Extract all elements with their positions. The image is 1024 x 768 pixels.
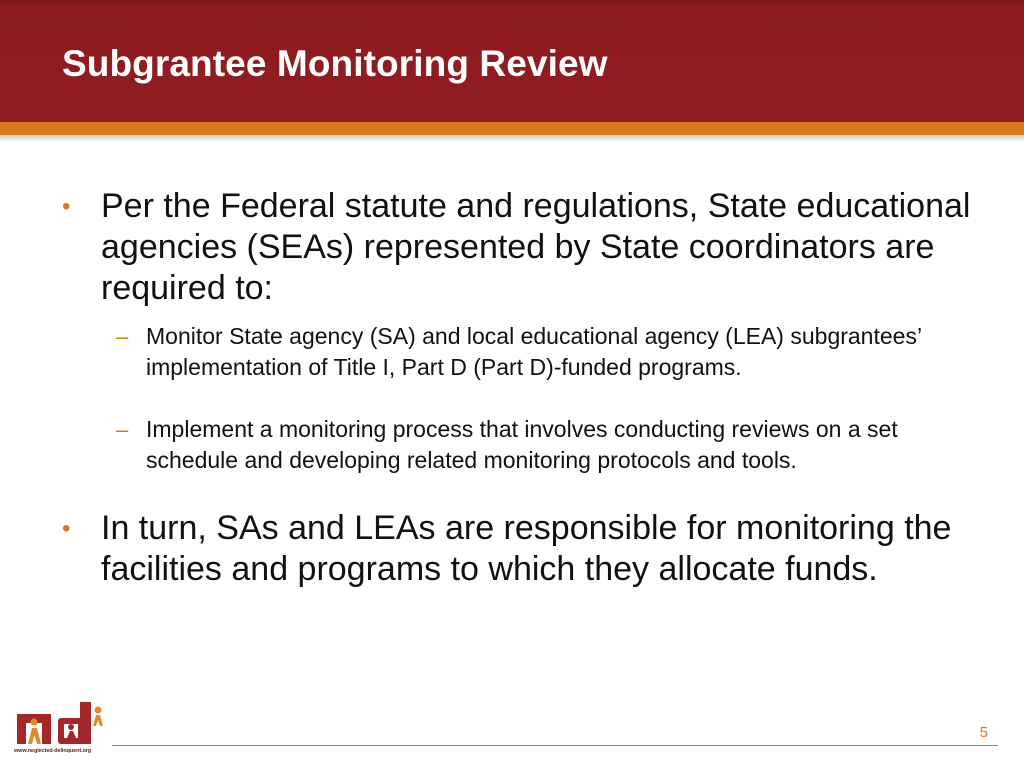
accent-band bbox=[0, 122, 1024, 135]
footer-divider bbox=[112, 745, 998, 746]
slide-title: Subgrantee Monitoring Review bbox=[62, 43, 608, 84]
bullet-marker: • bbox=[62, 193, 71, 220]
sub-bullet-text: Implement a monitoring process that involves conducting reviews on a set schedule and developing related monitoring protocols and tools. bbox=[146, 416, 898, 473]
bullet-marker: • bbox=[62, 515, 71, 542]
accent-band-shadow bbox=[0, 135, 1024, 142]
bullet-text: Per the Federal statute and regulations, State educational agencies (SEAs) represented by State coordinators are required to: bbox=[101, 187, 971, 307]
sub-bullet-marker: – bbox=[116, 324, 129, 349]
logo-url-text: www.neglected-delinquent.org bbox=[14, 748, 92, 754]
page-number: 5 bbox=[979, 724, 988, 741]
sub-bullet-marker: – bbox=[116, 417, 129, 442]
title-bar bbox=[0, 0, 1024, 122]
bullet-text: In turn, SAs and LEAs are responsible for monitoring the facilities and programs to which they allocate funds. bbox=[101, 509, 952, 588]
sub-bullet-text: Monitor State agency (SA) and local educational agency (LEA) subgrantees’ implementation of Title I, Part D (Part D)-funded programs. bbox=[146, 323, 922, 380]
